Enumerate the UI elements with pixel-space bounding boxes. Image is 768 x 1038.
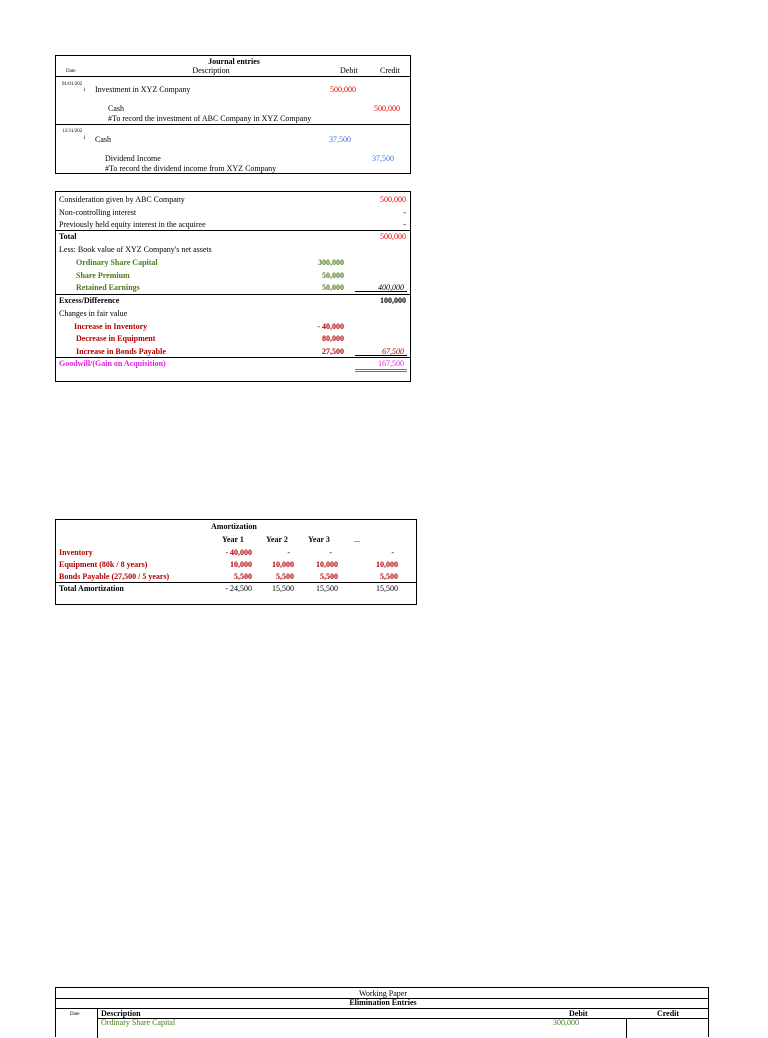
wp-col-credit: Credit xyxy=(657,1009,680,1018)
equipment-decrease-value: 80,000 xyxy=(322,334,344,343)
total-divider xyxy=(56,230,410,231)
amort-row-inventory-yn: - xyxy=(391,548,394,557)
entry1-debit-amount: 500,000 xyxy=(330,85,356,94)
amort-row-inventory-label: Inventory xyxy=(59,548,93,557)
wp-row1-debit: 300,000 xyxy=(553,1018,579,1027)
wp-credit-col-line xyxy=(626,1018,627,1038)
year3-header: Year 3 xyxy=(308,535,330,544)
wp-col-debit: Debit xyxy=(569,1009,588,1018)
less-book-value-label: Less: Book value of XYZ Company's net assets xyxy=(59,245,212,254)
amort-row-inventory-y3: - xyxy=(329,548,332,557)
inventory-increase-label: Increase in Inventory xyxy=(74,322,148,331)
total-label: Total xyxy=(59,232,77,241)
amort-row-bonds-label: Bonds Payable (27,500 / 5 years) xyxy=(59,572,170,581)
entry2-date-suffix: 1 xyxy=(83,136,86,141)
entry2-debit-account: Cash xyxy=(95,135,111,144)
amort-total-y1: - 24,500 xyxy=(225,584,252,593)
amort-row-bonds-yn: 5,500 xyxy=(380,572,398,581)
amort-row-equipment-yn: 10,000 xyxy=(376,560,398,569)
wp-subtitle-divider xyxy=(56,1008,708,1009)
excess-label: Excess/Difference xyxy=(59,296,120,305)
prev-interest-label: Previously held equity interest in the acquiree xyxy=(59,220,206,229)
entry1-date: 01/01/202 xyxy=(62,82,83,87)
excess-value: 100,000 xyxy=(380,296,406,305)
amort-total-yn: 15,500 xyxy=(376,584,398,593)
osc-value: 300,000 xyxy=(318,258,344,267)
goodwill-computation-table xyxy=(55,191,411,382)
wp-row1-label: Ordinary Share Capital xyxy=(101,1018,176,1027)
wp-col-description: Description xyxy=(101,1009,141,1018)
journal-col-debit: Debit xyxy=(340,66,358,75)
fair-value-total: 67,500 xyxy=(382,347,404,356)
nci-label: Non-controlling interest xyxy=(59,208,137,217)
entry2-note: #To record the dividend income from XYZ Company xyxy=(105,164,277,173)
amortization-title: Amortization xyxy=(211,522,257,531)
journal-entries-table xyxy=(55,55,411,174)
amort-row-bonds-y3: 5,500 xyxy=(320,572,338,581)
amort-total-divider xyxy=(56,582,416,583)
book-value-total: 400,000 xyxy=(378,283,404,292)
entry2-debit-amount: 37,500 xyxy=(329,135,351,144)
amortization-table xyxy=(55,519,417,605)
bonds-increase-value: 27,500 xyxy=(322,347,344,356)
working-paper-subtitle: Elimination Entries xyxy=(349,998,417,1007)
entry2-credit-amount: 37,500 xyxy=(372,154,394,163)
prev-interest-value: - xyxy=(403,220,406,229)
amort-row-bonds-y2: 5,500 xyxy=(276,572,294,581)
share-premium-value: 50,000 xyxy=(322,271,344,280)
entry1-credit-account: Cash xyxy=(108,104,124,113)
goodwill-divider xyxy=(56,357,410,358)
goodwill-underline xyxy=(355,369,407,370)
osc-label: Ordinary Share Capital xyxy=(76,258,158,267)
amort-total-y3: 15,500 xyxy=(316,584,338,593)
entry1-credit-amount: 500,000 xyxy=(374,104,400,113)
wp-col-date: Date xyxy=(70,1012,80,1017)
goodwill-label: Goodwill/(Gain on Acquisition) xyxy=(59,359,166,368)
entry1-debit-account: Investment in XYZ Company xyxy=(95,85,191,94)
journal-col-credit: Credit xyxy=(380,66,400,75)
year2-header: Year 2 xyxy=(266,535,288,544)
consideration-label: Consideration given by ABC Company xyxy=(59,195,185,204)
retained-earnings-label: Retained Earnings xyxy=(76,283,140,292)
amort-row-equipment-y2: 10,000 xyxy=(272,560,294,569)
journal-col-date: Date xyxy=(66,69,76,74)
nci-value: - xyxy=(403,208,406,217)
amort-row-equipment-y1: 10,000 xyxy=(230,560,252,569)
entry2-credit-account: Dividend Income xyxy=(105,154,161,163)
year1-header: Year 1 xyxy=(222,535,244,544)
inventory-increase-value: - 40,000 xyxy=(317,322,344,331)
journal-header-divider xyxy=(56,76,410,77)
amort-row-inventory-y2: - xyxy=(287,548,290,557)
share-premium-label: Share Premium xyxy=(76,271,130,280)
bonds-increase-label: Increase in Bonds Payable xyxy=(76,347,166,356)
entry1-note: #To record the investment of ABC Company in XYZ Company xyxy=(108,114,312,123)
working-paper-table xyxy=(55,987,709,1037)
goodwill-double-underline xyxy=(355,371,407,372)
equipment-decrease-label: Decrease in Equipment xyxy=(76,334,156,343)
journal-entry-divider xyxy=(56,124,410,125)
goodwill-value: 167,500 xyxy=(378,359,404,368)
amort-row-bonds-y1: 5,500 xyxy=(234,572,252,581)
entry1-date-suffix: 1 xyxy=(83,88,86,93)
total-value: 500,000 xyxy=(380,232,406,241)
retained-earnings-value: 50,000 xyxy=(322,283,344,292)
changes-fv-label: Changes in fair value xyxy=(59,309,128,318)
amort-row-equipment-y3: 10,000 xyxy=(316,560,338,569)
amort-row-inventory-y1: - 40,000 xyxy=(225,548,252,557)
wp-date-col-line xyxy=(97,1008,98,1038)
amort-total-y2: 15,500 xyxy=(272,584,294,593)
year-ellipsis: ... xyxy=(354,535,360,544)
entry2-date: 12/31/202 xyxy=(62,129,83,134)
amort-total-label: Total Amortization xyxy=(59,584,124,593)
journal-title: Journal entries xyxy=(208,57,260,66)
amort-row-equipment-label: Equipment (80k / 8 years) xyxy=(59,560,148,569)
consideration-value: 500,000 xyxy=(380,195,406,204)
journal-col-description: Description xyxy=(192,66,230,75)
working-paper-title: Working Paper xyxy=(358,989,407,998)
wp-header-divider xyxy=(97,1018,708,1019)
excess-divider xyxy=(56,294,410,295)
